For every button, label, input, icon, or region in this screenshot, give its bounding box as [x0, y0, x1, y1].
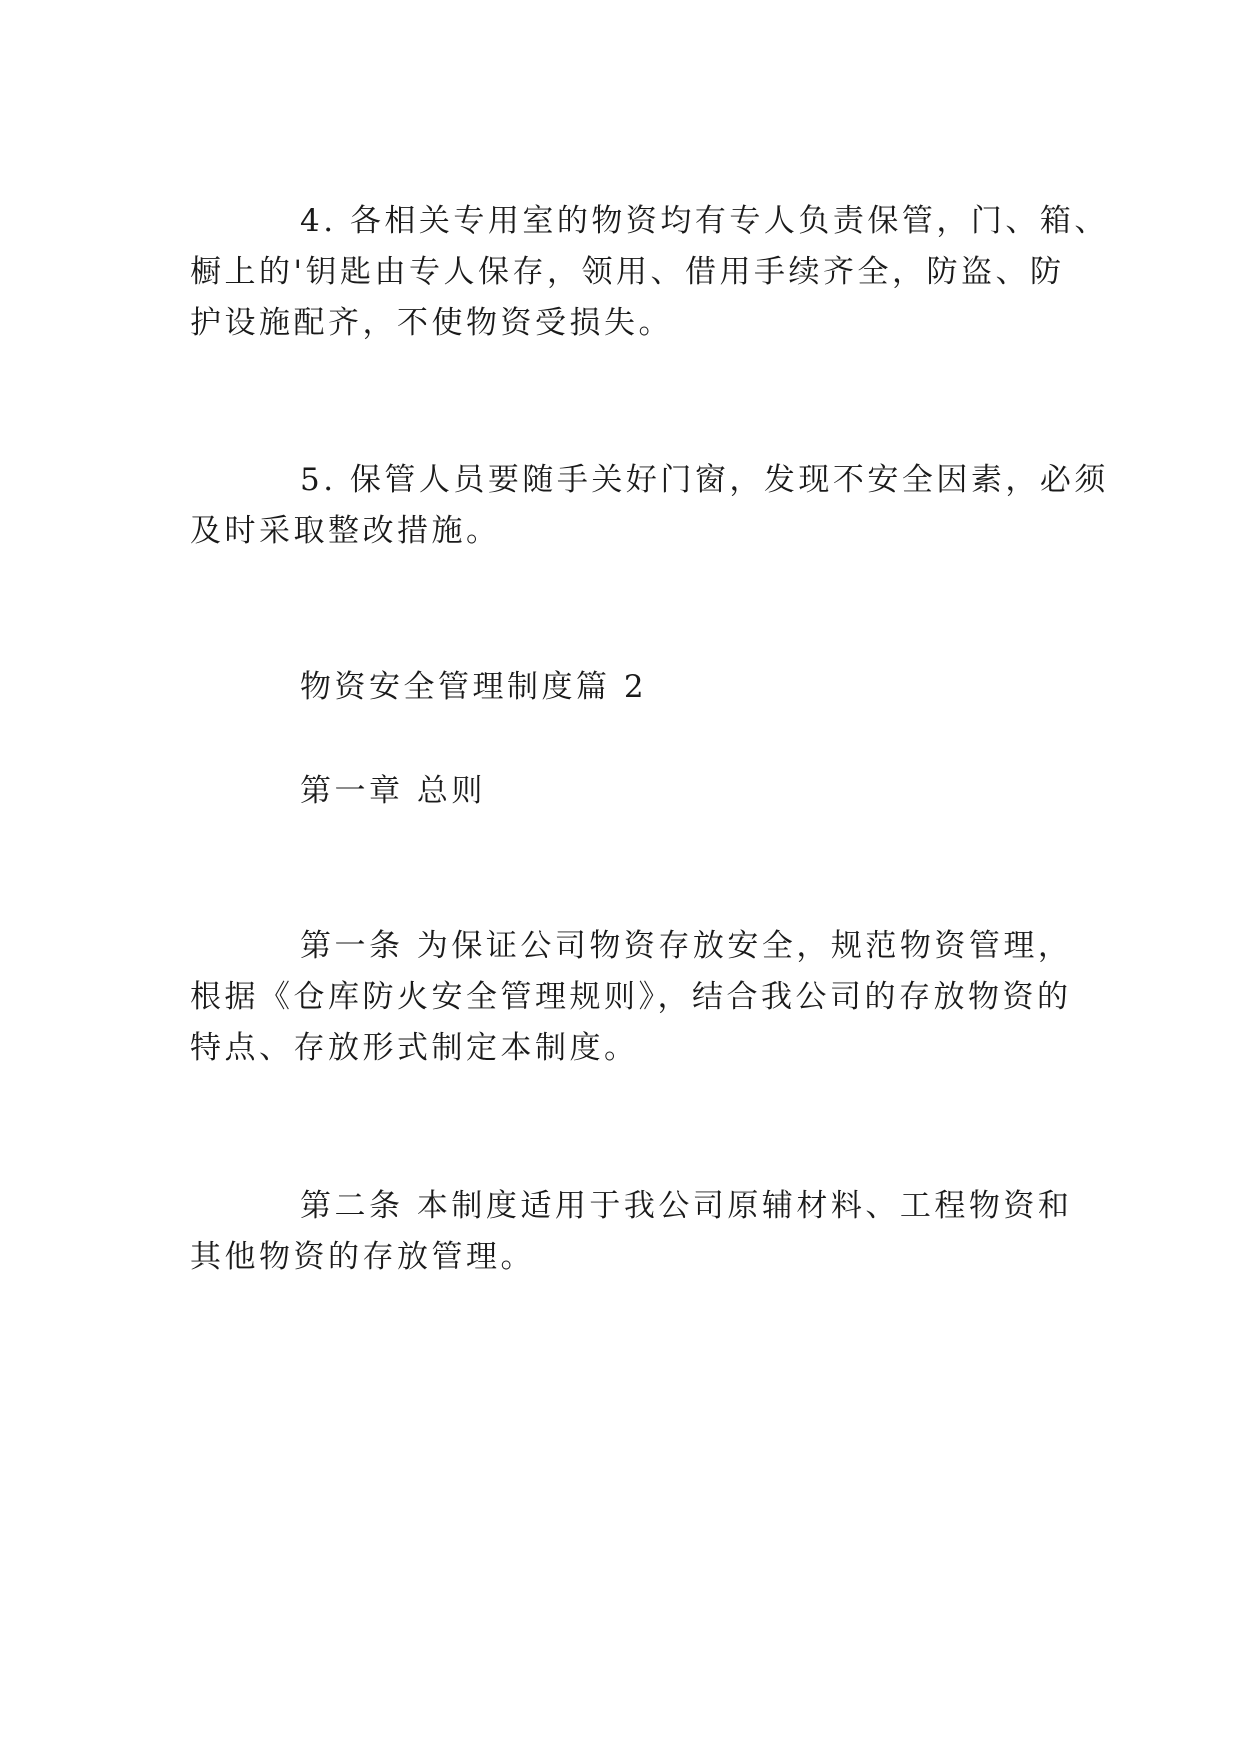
- item4-line3: 护设施配齐，不使物资受损失。: [190, 305, 673, 341]
- article2-line2: 其他物资的存放管理。: [190, 1239, 535, 1275]
- item5-line2: 及时采取整改措施。: [190, 513, 501, 549]
- section-title: 物资安全管理制度篇 2: [300, 669, 648, 705]
- article1-line1: 第一条 为保证公司物资存放安全，规范物资管理，: [300, 928, 1073, 964]
- item4-line1: 4. 各相关专用室的物资均有专人负责保管，门、箱、: [300, 203, 1109, 239]
- chapter-title: 第一章 总则: [300, 773, 486, 809]
- article1-line3: 特点、存放形式制定本制度。: [190, 1030, 639, 1066]
- item5-line1: 5. 保管人员要随手关好门窗，发现不安全因素，必须: [300, 462, 1109, 498]
- item4-line2: 橱上的'钥匙由专人保存，领用、借用手续齐全，防盗、防: [190, 254, 1065, 290]
- article1-line2: 根据《仓库防火安全管理规则》，结合我公司的存放物资的: [190, 979, 1072, 1015]
- article2-line1: 第二条 本制度适用于我公司原辅材料、工程物资和: [300, 1188, 1073, 1224]
